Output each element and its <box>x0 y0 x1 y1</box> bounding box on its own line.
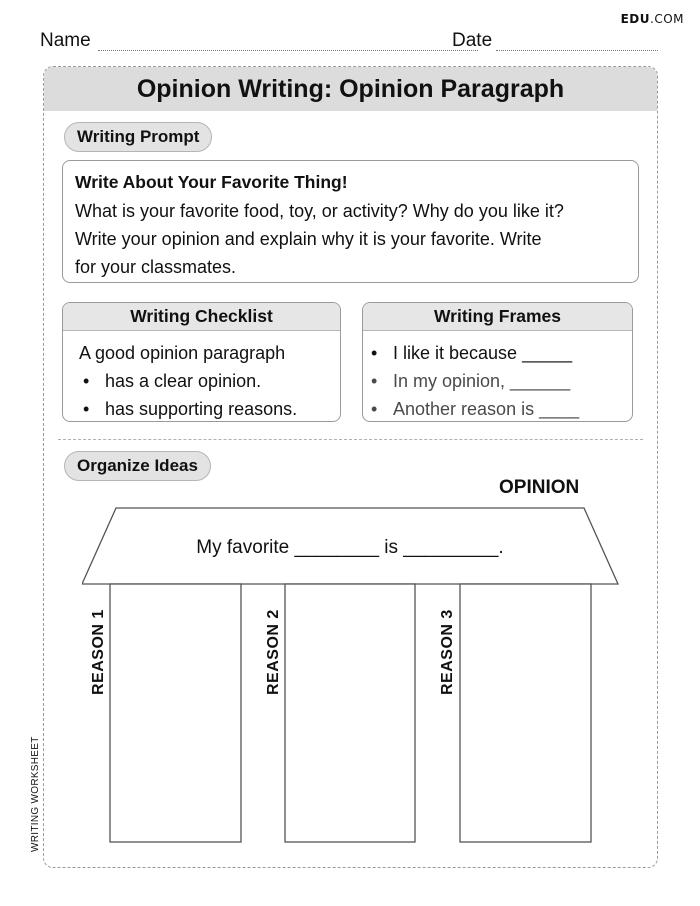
reason-3-writing-area[interactable] <box>461 585 590 841</box>
brand-logo: EDU.COM <box>620 12 684 26</box>
prompt-heading: Write About Your Favorite Thing! <box>75 172 348 192</box>
organize-ideas-pill: Organize Ideas <box>64 451 211 481</box>
frame-item: • I like it because _____ <box>371 343 573 363</box>
checklist-item: • has a clear opinion. <box>83 371 262 391</box>
name-date-row <box>40 30 658 54</box>
reason-1-writing-area[interactable] <box>111 585 240 841</box>
checklist-list <box>79 367 326 422</box>
prompt-line: Write your opinion and explain why it is your favorite. Write <box>75 229 542 249</box>
date-field[interactable] <box>496 50 658 51</box>
date-label: Date <box>452 30 493 51</box>
writing-checklist-panel <box>62 302 341 422</box>
prompt-line: for your classmates. <box>75 257 237 277</box>
reason-2-writing-area[interactable] <box>286 585 414 841</box>
side-label: WRITING WORKSHEET <box>30 736 41 852</box>
writing-frames-panel <box>362 302 633 422</box>
worksheet-title: Opinion Writing: Opinion Paragraph <box>136 74 565 103</box>
frames-list <box>367 339 618 422</box>
section-divider <box>58 439 643 440</box>
title-bar <box>44 67 657 111</box>
prompt-line: What is your favorite food, toy, or activity? Why do you like it? <box>75 201 564 221</box>
name-label: Name <box>40 30 91 51</box>
checklist-body <box>63 331 340 422</box>
checklist-header: Writing Checklist <box>63 303 340 331</box>
checklist-item: • has supporting reasons. <box>83 399 298 419</box>
prompt-text <box>75 197 626 281</box>
frame-item: • In my opinion, ______ <box>371 371 571 391</box>
reason-3-label: REASON 3 <box>439 609 456 695</box>
prompt-box <box>62 160 639 283</box>
worksheet-card <box>43 66 658 868</box>
opinion-sentence: My favorite ________ is _________. <box>196 537 504 558</box>
opinion-label: OPINION <box>499 477 580 498</box>
frames-body <box>363 331 632 422</box>
reason-2-label: REASON 2 <box>265 609 282 695</box>
frames-header: Writing Frames <box>363 303 632 331</box>
checklist-intro: A good opinion paragraph <box>79 343 286 363</box>
writing-prompt-pill: Writing Prompt <box>64 122 212 152</box>
frame-item: • Another reason is ____ <box>371 399 580 419</box>
reason-1-label: REASON 1 <box>90 609 107 695</box>
name-field[interactable] <box>98 50 478 51</box>
